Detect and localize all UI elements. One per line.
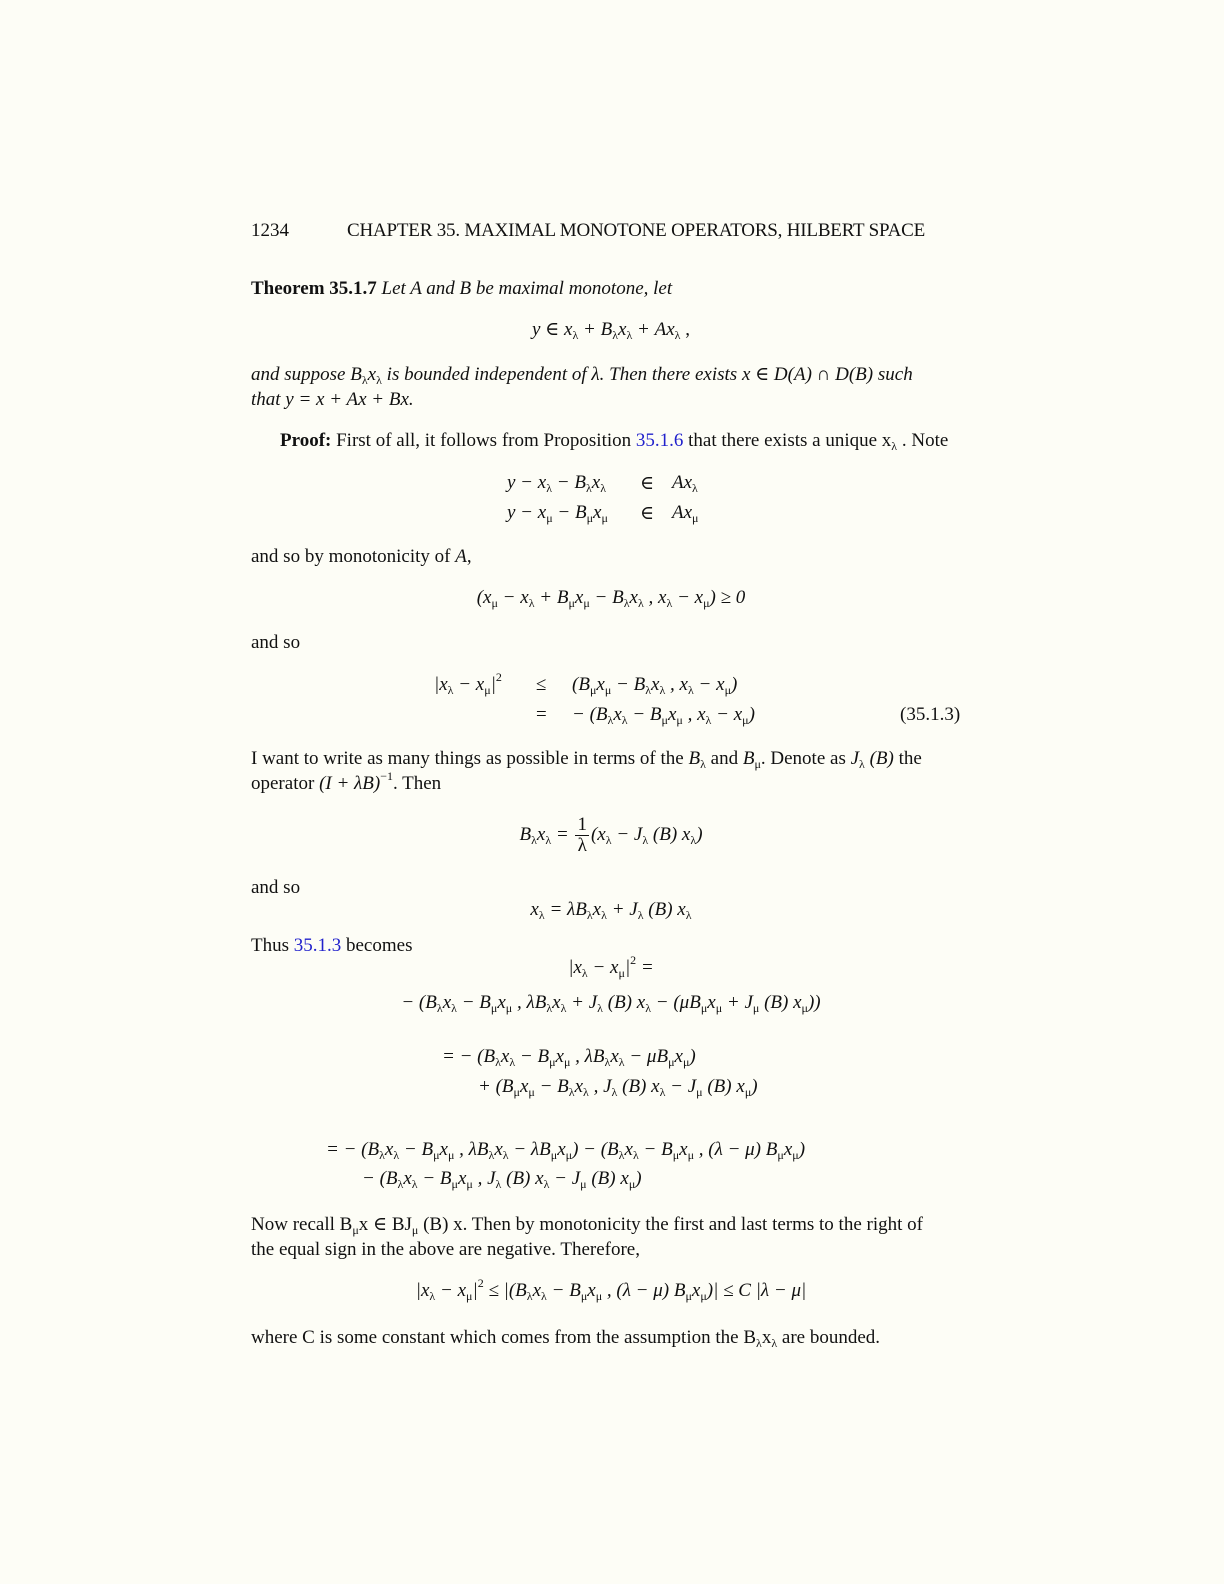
eq-sub: λ bbox=[572, 328, 579, 342]
text: that y = x + Ax + Bx. bbox=[251, 389, 414, 410]
sub: λ bbox=[361, 373, 368, 387]
numerator: 1 bbox=[577, 814, 587, 835]
t: − B bbox=[552, 502, 587, 523]
text: becomes bbox=[341, 935, 413, 956]
fraction bbox=[575, 815, 589, 856]
eq-x-lambda: $x_\lambda = \lambda B_\lambda x_\lambda + J_\lambda$ (B) $x_\lambda$ bbox=[530, 899, 692, 922]
theorem-intro: Let A and B be maximal monotone, let bbox=[381, 278, 673, 299]
eq-B-lambda: $B_\lambda x_\lambda$ = $\frac{1}{\lambda}$ ($x_\lambda - J_\lambda$ (B) $x_\lambda$) bbox=[519, 814, 703, 856]
recall-paragraph bbox=[251, 1212, 971, 1262]
eq-long-3a: = − ($B_\lambda x_\lambda - B_\mu x_\mu$ , $\lambda B_\lambda x_\lambda - \lambda B_\mu x_\mu) - (B_\lambda x_\lambda - B_\mu x_\mu$ , (λ − μ) $B_\mu x_\mu$) bbox=[326, 1139, 806, 1162]
eq-ineq-lhs: $|x_\lambda - x_\mu|^2$ bbox=[434, 670, 502, 697]
t: Ax bbox=[672, 472, 693, 493]
s: μ bbox=[692, 511, 699, 525]
chapter-title: CHAPTER 35. MAXIMAL MONOTONE OPERATORS, HILBERT SPACE bbox=[347, 220, 926, 241]
sub: λ bbox=[891, 439, 898, 453]
theorem-heading bbox=[251, 276, 971, 301]
eq-note-2 bbox=[507, 502, 608, 524]
eq-ineq-rel2: = bbox=[536, 704, 547, 725]
proposition-link[interactable]: 35.1.6 bbox=[635, 430, 684, 451]
t: Ax bbox=[672, 502, 693, 523]
text: First of all, it follows from Proposition bbox=[331, 430, 636, 451]
s: μ bbox=[546, 511, 553, 525]
sub: λ bbox=[376, 373, 382, 387]
text: the bbox=[893, 748, 922, 769]
t: y − x bbox=[507, 502, 547, 523]
s: λ bbox=[700, 757, 706, 771]
s: λ bbox=[600, 481, 607, 495]
eq-monotonicity: ($x_\mu - x_\lambda + B_\mu x_\mu - B_\lambda x_\lambda$ , $x_\lambda - x_\mu) \ge 0$ bbox=[476, 587, 746, 610]
text: and bbox=[705, 748, 743, 769]
eq-part: , bbox=[680, 319, 690, 340]
denominator: λ bbox=[577, 835, 587, 856]
eq-final: $|x_\lambda - x_\mu|^2 \le |(B_\lambda x_\lambda - B_\mu x_\mu$ , (λ − μ) $B_\mu x_\mu)| \le C$ |λ − μ| bbox=[415, 1276, 807, 1303]
text: . Denote as bbox=[760, 748, 851, 769]
s: μ bbox=[601, 511, 608, 525]
eq-note-1 bbox=[507, 472, 606, 494]
eq-part: + B bbox=[578, 319, 613, 340]
text: . Note bbox=[897, 430, 949, 451]
t: y − x bbox=[507, 472, 547, 493]
eq-ineq-rhs1: ($B_\mu x_\mu - B_\lambda x_\lambda$ , $x_\lambda - x_\mu$) bbox=[572, 674, 738, 697]
s: λ bbox=[585, 481, 592, 495]
t: x bbox=[591, 472, 601, 493]
eq-sub: λ bbox=[674, 328, 681, 342]
text: Thus bbox=[251, 935, 294, 956]
text: . Then bbox=[392, 773, 442, 794]
eq-norm: $|x_\lambda - x_\mu|^2$ = bbox=[568, 953, 654, 980]
theorem-continuation bbox=[251, 362, 971, 412]
eq-note-1-rel: ∈ bbox=[640, 473, 655, 494]
and-so-2: and so bbox=[251, 877, 301, 898]
theorem-display-equation bbox=[251, 318, 971, 341]
proof-label: Proof: bbox=[280, 430, 332, 451]
eq-part: + Ax bbox=[632, 319, 675, 340]
text: x bbox=[367, 364, 377, 385]
eq-note-2-rel: ∈ bbox=[640, 503, 655, 524]
eq-part: y ∈ x bbox=[532, 319, 573, 340]
eq-long-2b: + ($B_\mu x_\mu - B_\lambda x_\lambda$ , $J_\lambda$ (B) $x_\lambda - J_\mu$ (B) $x_\mu$) bbox=[478, 1076, 758, 1099]
text: that there exists a unique x bbox=[683, 430, 892, 451]
equation-number: (35.1.3) bbox=[900, 704, 961, 725]
eq-part: x bbox=[618, 319, 627, 340]
text: Now recall $B_\mu x$ ∈ $BJ_\mu$ (B) x. Then by monotonicity the first and last terms to the right of bbox=[251, 1214, 923, 1237]
eq-sub: λ bbox=[626, 328, 633, 342]
text: I want to write as many things as possible in terms of the bbox=[251, 748, 689, 769]
eq-note-2-rhs bbox=[672, 502, 698, 524]
theorem-label: Theorem 35.1.7 bbox=[251, 278, 377, 299]
text: is bounded independent of λ. Then there exists x ∈ D(A) ∩ D(B) such bbox=[381, 364, 913, 385]
equation-link[interactable]: 35.1.3 bbox=[293, 935, 342, 956]
s: λ bbox=[692, 481, 698, 495]
eq-long-2a: = − ($B_\lambda x_\lambda - B_\mu x_\mu$ , $\lambda B_\lambda x_\lambda - \mu B_\mu x_\mu$) bbox=[442, 1046, 696, 1069]
text: the equal sign in the above are negative. Therefore, bbox=[251, 1239, 640, 1260]
text: and suppose B bbox=[251, 364, 362, 385]
eq-ineq-rel1: ≤ bbox=[536, 674, 547, 695]
text: A bbox=[455, 546, 467, 567]
eq-long-3b: − ($B_\lambda x_\lambda - B_\mu x_\mu$ , $J_\lambda$ (B) $x_\lambda - J_\mu$ (B) $x_\mu$) bbox=[362, 1168, 642, 1191]
text: operator bbox=[251, 773, 320, 794]
eq-ineq-rhs2: − ($B_\lambda x_\lambda - B_\mu x_\mu$ , $x_\lambda - x_\mu$) bbox=[572, 704, 755, 727]
page-number: 1234 bbox=[251, 220, 289, 241]
and-so-1: and so bbox=[251, 632, 301, 653]
proof-first-line bbox=[280, 428, 971, 453]
t: − B bbox=[552, 472, 586, 493]
want-paragraph: I want to write as many things as possible in terms of the $B_\lambda$ and $B_\mu$. Denote as $J_\lambda$ (B) the operator $(I + \lambda B)^{-1}$. Then bbox=[251, 748, 922, 794]
eq-long-1: − ($B_\lambda x_\lambda - B_\mu x_\mu$ , $\lambda B_\lambda x_\lambda + J_\lambda$ (B) $x_\lambda - (\mu B_\mu x_\mu + J_\mu$ (B) $x_\mu$)) bbox=[401, 992, 821, 1015]
s: μ bbox=[586, 511, 593, 525]
s: λ bbox=[546, 481, 553, 495]
text: , bbox=[466, 546, 472, 567]
monotonicity-line bbox=[251, 544, 971, 569]
eq-sub: λ bbox=[612, 328, 619, 342]
t: x bbox=[593, 502, 602, 523]
where-line: where C is some constant which comes from the assumption the $B_\lambda x_\lambda$ are bounded. bbox=[251, 1327, 881, 1350]
thus-line bbox=[251, 933, 971, 958]
text: and so by monotonicity of bbox=[251, 546, 456, 567]
eq-note-1-rhs bbox=[672, 472, 698, 494]
